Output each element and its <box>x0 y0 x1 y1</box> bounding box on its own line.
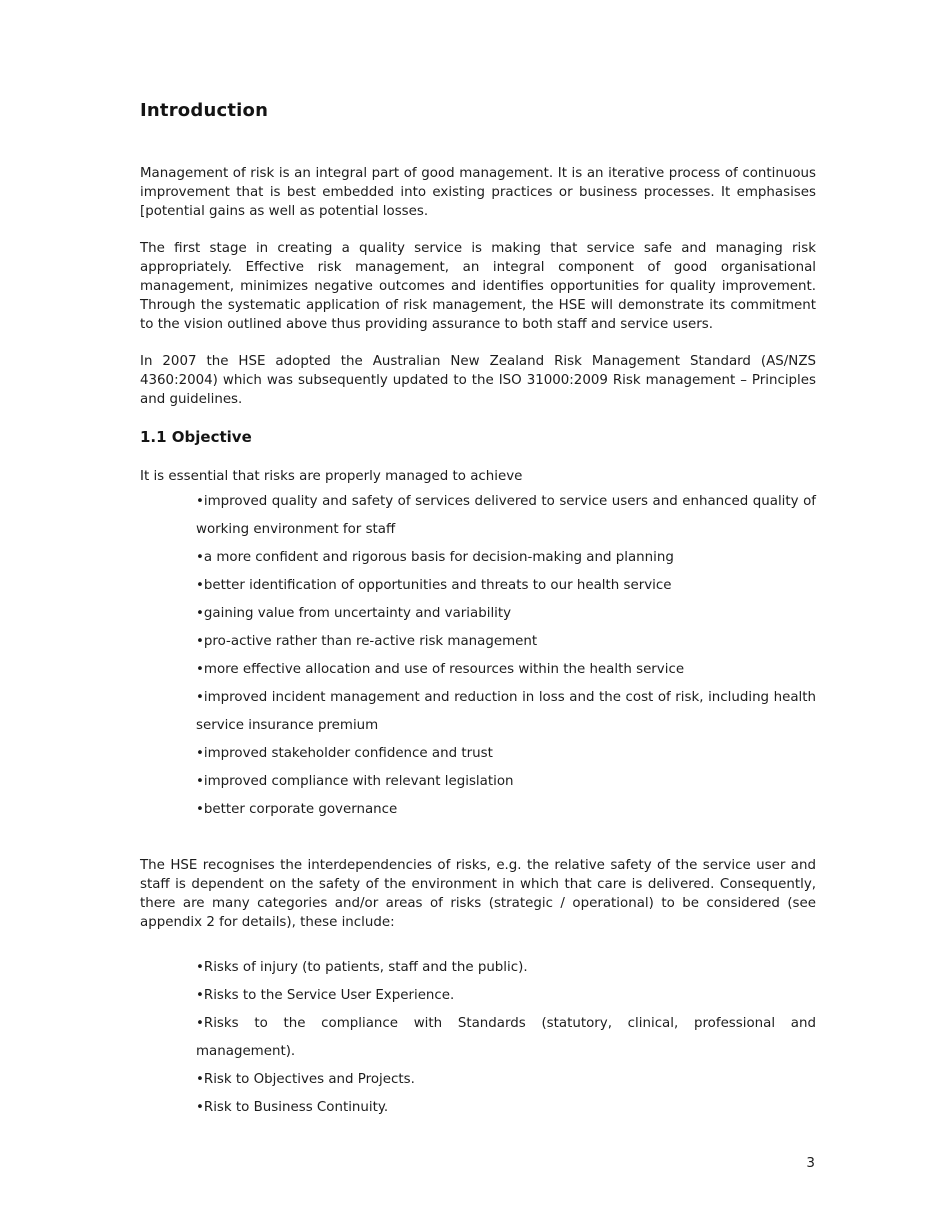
bullet-item: • a more confident and rigorous basis for decision-making and planning <box>196 544 816 572</box>
intro-paragraph-3: In 2007 the HSE adopted the Australian New Zealand Risk Management Standard (AS/NZS 4360:2004) which was subsequently updated to the ISO 31000:2009 Risk management – Principles and guidelines. <box>140 354 816 407</box>
bullet-item: • better identification of opportunities and threats to our health service <box>196 572 816 600</box>
bullet-item: • improved incident management and reduction in loss and the cost of risk, including health service insurance premium <box>196 684 816 740</box>
intro-paragraph-1: Management of risk is an integral part of good management. It is an iterative process of continuous improvement that is best embedded into existing practices or business processes. It emphasises [potential gains as well as potential losses. <box>140 166 816 219</box>
bullet-item: • improved stakeholder confidence and trust <box>196 740 816 768</box>
bullet-item: • Risks to the compliance with Standards (statutory, clinical, professional and management). <box>196 1010 816 1066</box>
page-number: 3 <box>806 1155 815 1171</box>
interdependencies-paragraph: The HSE recognises the interdependencies of risks, e.g. the relative safety of the service user and staff is dependent on the safety of the environment in which that care is delivered. Consequently, there are many categories and/or areas of risks (strategic / operational) to be considered (see appendix 2 for details), these include: <box>140 858 816 930</box>
document-page <box>140 0 816 1122</box>
bullet-item: • better corporate governance <box>196 796 816 824</box>
bullet-item: • improved quality and safety of services delivered to service users and enhanced quality of working environment for staff <box>196 488 816 544</box>
bullet-item: • gaining value from uncertainty and variability <box>196 600 816 628</box>
bullet-item: • Risk to Business Continuity. <box>196 1094 816 1122</box>
risk-categories-bullet-list <box>196 954 816 1122</box>
bullet-item: • pro-active rather than re-active risk management <box>196 628 816 656</box>
objective-bullet-list <box>196 488 816 824</box>
bullet-item: • improved compliance with relevant legislation <box>196 768 816 796</box>
section-heading-objective: 1.1 Objective <box>140 428 252 446</box>
intro-paragraph-2: The first stage in creating a quality service is making that service safe and managing risk appropriately. Effective risk management, an integral component of good organisational management, minimizes negative outcomes and identifies opportunities for quality improvement. Through the systematic application of risk management, the HSE will demonstrate its commitment to the vision outlined above thus providing assurance to both staff and service users. <box>140 241 816 332</box>
section-heading-introduction: Introduction <box>140 100 269 121</box>
bullet-item: • Risks of injury (to patients, staff and the public). <box>196 954 816 982</box>
objective-lead-sentence: It is essential that risks are properly managed to achieve <box>140 469 523 484</box>
bullet-item: • more effective allocation and use of resources within the health service <box>196 656 816 684</box>
bullet-item: • Risks to the Service User Experience. <box>196 982 816 1010</box>
bullet-item: • Risk to Objectives and Projects. <box>196 1066 816 1094</box>
